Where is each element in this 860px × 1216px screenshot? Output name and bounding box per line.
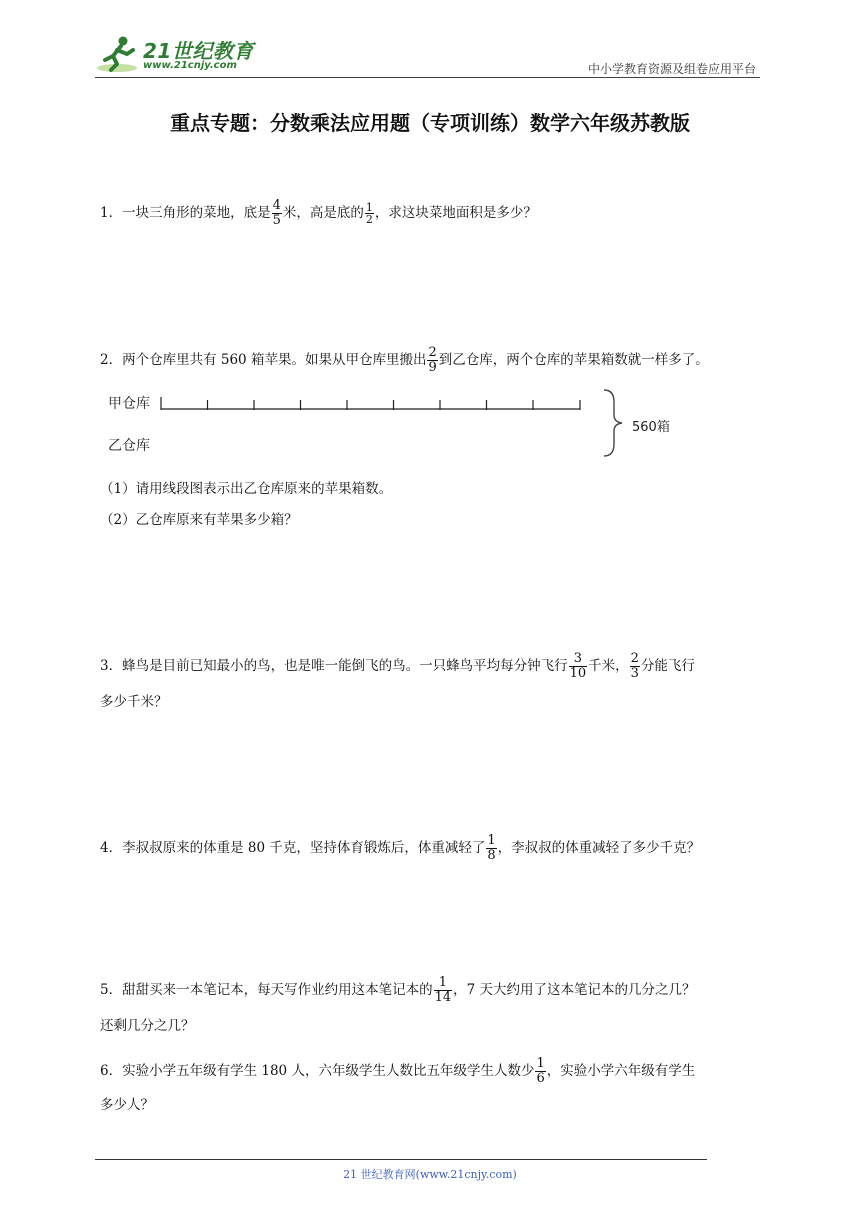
fraction: $\frac{2}{3}$: [630, 651, 639, 681]
question-1: 1．一块三角形的菜地，底是 $\frac{4}{5}$ 米，高是底的 $\frac{1}{2}$ ，求这块菜地面积是多少？: [100, 198, 537, 228]
fraction: $\frac{3}{10}$: [569, 651, 587, 681]
page-title: 重点专题：分数乘法应用题（专项训练）数学六年级苏教版: [170, 111, 690, 135]
question-3: 3．蜂鸟是目前已知最小的鸟，也是唯一能倒飞的鸟。一只蜂鸟平均每分钟飞行 $\frac{3}{10}$ 千米， $\frac{2}{3}$ 分能飞行: [100, 651, 695, 681]
question-6-line-2: 多少人？: [100, 1097, 154, 1113]
runner-logo-icon: [95, 34, 141, 74]
fraction: $\frac{1}{2}$: [365, 201, 373, 226]
fraction: $\frac{1}{8}$: [487, 833, 496, 863]
footer-divider: [95, 1159, 707, 1160]
brace-icon: [598, 388, 628, 458]
fraction: $\frac{1}{14}$: [434, 975, 452, 1005]
warehouse-b-label: 乙仓库: [108, 438, 150, 454]
question-3-line-2: 多少千米？: [100, 694, 168, 710]
question-5: 5．甜甜买来一本笔记本，每天写作业约用这本笔记本的 $\frac{1}{14}$ ，7 天大约用了这本笔记本的几分之几？: [100, 975, 696, 1005]
question-2: 2．两个仓库里共有 560 箱苹果。如果从甲仓库里搬出 $\frac{2}{9}$ 到乙仓库，两个仓库的苹果箱数就一样多了。: [100, 345, 709, 375]
fraction: $\frac{1}{6}$: [536, 1056, 545, 1086]
total-label: 560箱: [632, 420, 670, 435]
platform-name: 中小学教育资源及组卷应用平台: [587, 62, 756, 76]
question-6: 6．实验小学五年级有学生 180 人，六年级学生人数比五年级学生人数少 $\frac{1}{6}$ ，实验小学六年级有学生: [100, 1056, 696, 1086]
fraction: $\frac{2}{9}$: [428, 345, 437, 375]
warehouse-a-label: 甲仓库: [108, 396, 150, 412]
header-divider: [95, 77, 760, 78]
question-2-part-1: （1）请用线段图表示出乙仓库原来的苹果箱数。: [100, 481, 393, 497]
fraction: $\frac{4}{5}$: [272, 198, 281, 228]
footer-link[interactable]: 21 世纪教育网(www.21cnjy.com): [343, 1168, 517, 1181]
question-5-line-2: 还剩几分之几？: [100, 1018, 195, 1034]
logo-url: www.21cnjy.com: [143, 60, 237, 71]
question-2-part-2: （2）乙仓库原来有苹果多少箱？: [100, 512, 298, 528]
logo-text: 21世纪教育: [143, 39, 254, 63]
question-4: 4．李叔叔原来的体重是 80 千克，坚持体育锻炼后，体重减轻了 $\frac{1}{8}$ ，李叔叔的体重减轻了多少千克？: [100, 833, 701, 863]
segment-line-diagram: [155, 395, 595, 419]
site-logo: [95, 30, 265, 78]
